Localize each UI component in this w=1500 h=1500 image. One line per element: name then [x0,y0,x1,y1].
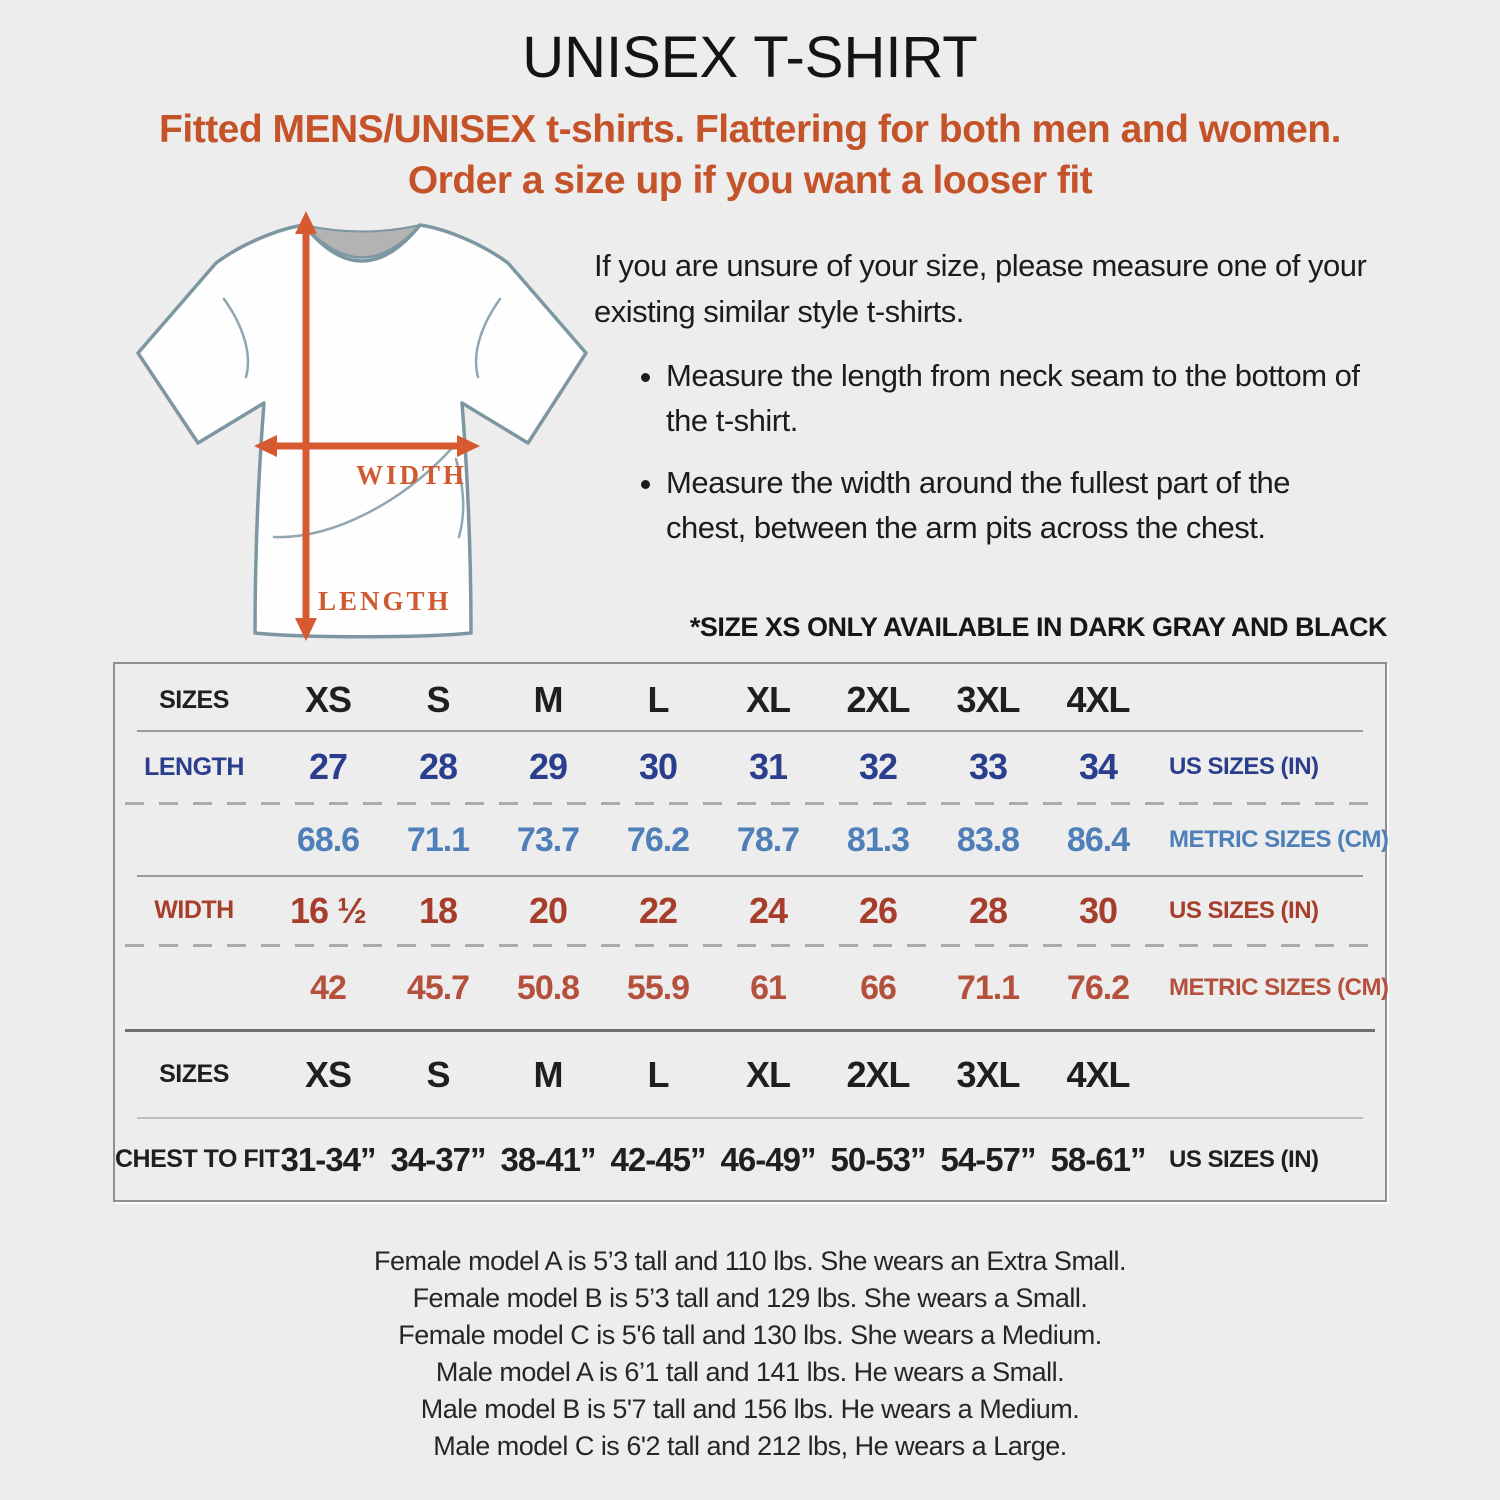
width-metric-value: 42 [310,968,346,1007]
width-metric-value: 45.7 [406,968,470,1007]
size-chart-table [113,662,1387,1202]
row-sizes-bottom [115,1032,1385,1117]
length-value: 34 [1078,746,1118,787]
size-header: 4XL [1066,679,1130,720]
width-metric-value: 50.8 [516,968,580,1007]
width-value: 22 [638,889,678,931]
size-header: L [647,1053,669,1095]
model-line: Female model A is 5’3 tall and 110 lbs. She wears an Extra Small. [374,1246,1126,1276]
width-value: 30 [1078,889,1118,931]
length-metric-value: 83.8 [956,820,1020,859]
model-info [0,1243,1500,1465]
length-value: 29 [528,746,568,787]
size-header: XL [745,679,790,720]
model-line: Male model B is 5'7 tall and 156 lbs. He wears a Medium. [420,1394,1080,1424]
page-title: UNISEX T-SHIRT [522,25,978,90]
length-metric-value: 68.6 [296,820,360,859]
model-line: Female model B is 5’3 tall and 129 lbs. She wears a Small. [412,1283,1088,1313]
length-metric-value: 81.3 [846,820,910,859]
size-header: XL [745,1053,790,1095]
width-metric-value: 76.2 [1066,968,1130,1007]
row-length-metric [115,805,1389,875]
unit-label: METRIC SIZES (CM) [1169,974,1389,1001]
length-metric-value: 78.7 [736,820,800,859]
subtitle-line-1: Fitted MENS/UNISEX t-shirts. Flattering for both men and women. [159,108,1341,151]
width-metric-value: 61 [750,968,786,1007]
width-metric-value: 71.1 [956,968,1020,1007]
instructions-intro: If you are unsure of your size, please measure one of your existing similar style t-shirts. [594,248,1367,329]
model-line: Female model C is 5'6 tall and 130 lbs. She wears a Medium. [398,1320,1102,1350]
chest-value: 46-49” [720,1140,816,1178]
width-value: 20 [528,889,568,931]
size-header: M [533,1053,563,1095]
length-metric-value: 76.2 [626,820,690,859]
size-header: 2XL [846,679,910,720]
size-header: 3XL [956,1053,1020,1095]
width-value: 18 [418,889,458,931]
model-line: Male model A is 6’1 tall and 141 lbs. He wears a Small. [435,1357,1065,1387]
instructions-list [666,353,1376,550]
size-header: 3XL [956,679,1020,720]
width-value: 16 ½ [289,889,367,931]
unit-label: US SIZES (IN) [1169,753,1319,780]
chest-value: 34-37” [390,1140,486,1178]
unit-label: METRIC SIZES (CM) [1169,826,1389,853]
size-header: S [426,679,450,720]
length-metric-value: 71.1 [406,820,470,859]
row-label: CHEST TO FIT [115,1145,280,1173]
size-header: M [533,679,563,720]
length-value: 31 [748,746,788,787]
length-value: 28 [418,746,458,787]
width-value: 26 [858,889,898,931]
chest-value: 38-41” [500,1140,596,1178]
size-header: XS [304,1053,352,1095]
row-label: SIZES [159,1060,229,1088]
row-width-us [115,877,1385,944]
row-width-metric [115,947,1389,1029]
size-header: L [647,679,669,720]
width-label: WIDTH [356,460,468,490]
size-header: XS [304,679,352,720]
size-header: 2XL [846,1053,910,1095]
row-sizes-top [115,664,1385,730]
length-value: 32 [858,746,898,787]
length-metric-value: 73.7 [516,820,580,859]
row-label: SIZES [159,685,229,714]
width-metric-value: 66 [860,968,896,1007]
width-value: 24 [748,889,788,931]
chest-value: 58-61” [1050,1140,1146,1178]
chest-value: 50-53” [830,1140,926,1178]
width-metric-value: 55.9 [626,968,690,1007]
tshirt-outline [138,225,586,637]
subtitle [0,104,1500,206]
availability-note: *SIZE XS ONLY AVAILABLE IN DARK GRAY AND BLACK [689,612,1387,642]
subtitle-line-2: Order a size up if you want a looser fit [407,159,1093,202]
chest-value: 31-34” [280,1140,376,1178]
length-value: 30 [638,746,678,787]
tshirt-diagram-svg [122,205,602,655]
length-value: 33 [968,746,1008,787]
length-metric-value: 86.4 [1066,820,1130,859]
size-header: 4XL [1066,1053,1130,1095]
row-label: LENGTH [144,752,244,781]
chest-value: 42-45” [610,1140,706,1178]
unit-label: US SIZES (IN) [1169,1145,1319,1173]
width-value: 28 [968,889,1008,931]
row-length-us [115,732,1385,802]
size-header: S [426,1053,450,1095]
sizing-instructions [594,243,1424,567]
row-chest-to-fit [115,1119,1385,1200]
unit-label: US SIZES (IN) [1169,896,1319,924]
instruction-bullet-width: • Measure the width around the fullest part of the chest, between the arm pits across the chest. [666,460,1376,550]
tshirt-measure-diagram [122,205,602,655]
chest-value: 54-57” [940,1140,1036,1178]
model-line: Male model C is 6'2 tall and 212 lbs, He wears a Large. [433,1431,1067,1461]
row-label: WIDTH [154,896,234,924]
length-value: 27 [308,746,348,787]
instruction-bullet-length: • Measure the length from neck seam to the bottom of the t-shirt. [666,353,1376,443]
unit-label-empty [1153,694,1385,700]
length-label: LENGTH [318,586,452,616]
